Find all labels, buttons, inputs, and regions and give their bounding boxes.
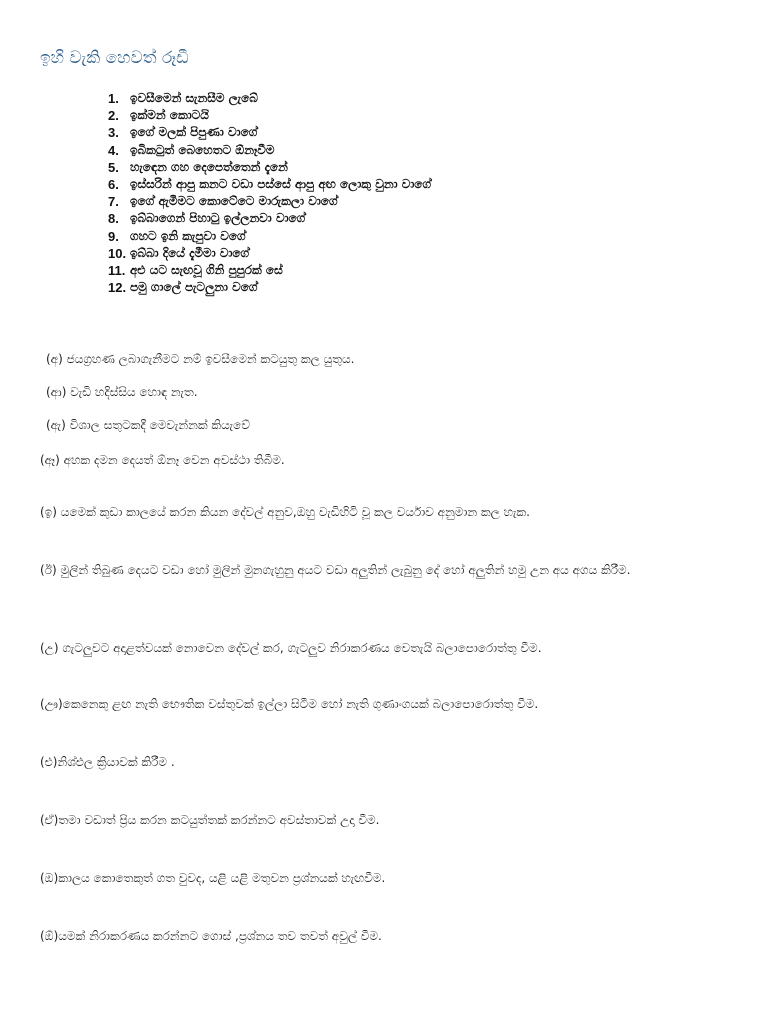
explanation-paragraph: (ඊ) මුලින් තිබුණ දෙයට වඩා හෝ මුලින් මුනගැහුනු අයට වඩා අලුතින් ලැබුනු දේ හෝ අලුතින් හමු උන අය අගය කිරීම. bbox=[40, 563, 631, 577]
item-text: ඉබ්බාගෙන් පිහාටු ඉල්ලනවා වාගේ bbox=[130, 211, 306, 226]
item-number: 9. bbox=[108, 228, 119, 244]
explanation-paragraph: (උ) ගැටලුවට අදාළත්වයක් නොවෙන දේවල් කර, ගැටලුව නිරාකරණය වෙතැයි බලාපොරොත්තු වීම. bbox=[40, 641, 542, 655]
explanation-paragraph: (ඈ) අහක දමන දෙයත් ඕනෑ වෙන අවස්ථා තිබීම. bbox=[40, 453, 285, 467]
explanation-paragraph: (එ)නිශ්ඵල ක්‍රියාවක් කිරීම . bbox=[40, 755, 175, 769]
item-text: ඉගේ මලක් පිපුණා වාගේ bbox=[130, 125, 258, 140]
item-number: 5. bbox=[108, 159, 119, 175]
item-text: ඉබිකටුත් බෙහෙතට ඕනෑවීම bbox=[130, 142, 275, 157]
item-text: අළු යට සැඟවූ ගිනි පුපුරක් සේ bbox=[130, 262, 283, 277]
explanation-paragraph: (ආ) වැඩි හදිස්සිය හොඳ නැත. bbox=[46, 385, 198, 399]
item-text: පමු ගාලේ පැටලුනා වගේ bbox=[130, 280, 258, 295]
item-number: 6. bbox=[108, 176, 119, 192]
item-number: 12. bbox=[108, 280, 127, 296]
item-text: ඉබ්බා දියේ දැමීමා වාගේ bbox=[130, 245, 250, 260]
explanation-paragraph: (අ) ජයග්‍රහණ ලබාගැනීමට නම් ඉවසීමෙන් කටයුතු කල යුතුය. bbox=[46, 352, 355, 366]
item-text: ගහට ඉනි කැපුවා වගේ bbox=[130, 228, 246, 243]
explanation-paragraph: (ඇ) විශාල සතුටකදී මෙවැන්නක් කියැවේ bbox=[46, 418, 250, 432]
explanation-paragraph: (ඕ)යමක් නිරාකරණය කරන්නට ගොස් ,ප්‍රශ්නය තව තවත් අවුල් වීම. bbox=[40, 929, 382, 943]
item-number: 1. bbox=[108, 91, 119, 106]
explanation-paragraph: (ඌ)කෙනෙකු ළඟ නැති භෞතික වස්තුවක් ඉල්ලා සිටීම හෝ නැති ගුණාංගයක් බලාපොරොත්තු වීම. bbox=[40, 697, 539, 711]
explanation-paragraph: (ඉ) යමෙක් කුඩා කාලයේ කරන කියන දේවල් අනුව,ඔහු වැඩිහිටි වූ කල වර්යාව අනුමාන කල හැක. bbox=[40, 505, 530, 519]
item-text: ඉගේ ඇමීමට කොටේටෙ මාරුකලා වාගේ bbox=[130, 194, 338, 209]
item-number: 7. bbox=[108, 194, 119, 210]
item-text: ඉක්මන් කොටයි bbox=[130, 108, 209, 123]
item-text: ඉස්සරින් ආපු කනට වඩා පස්සේ ආපු අඟ ලොකු වුනා වාගේ bbox=[130, 176, 432, 191]
item-number: 10. bbox=[108, 245, 127, 261]
explanation-paragraph: (ඔ)කාලය කොතෙකුත් ගත වුවද, යළි යළි මතුවන ප්‍රශ්නයක් හැඟවීම. bbox=[40, 871, 386, 885]
item-number: 3. bbox=[108, 125, 119, 141]
page-title: ඉහි වැකි හෙවත් රූඩී bbox=[40, 48, 189, 68]
item-text: ඉවසීමෙන් සැනසීම ලැබේ bbox=[130, 91, 258, 105]
item-number: 8. bbox=[108, 211, 119, 227]
item-number: 2. bbox=[108, 108, 119, 124]
item-number: 11. bbox=[108, 262, 126, 278]
item-number: 4. bbox=[108, 142, 119, 158]
explanation-paragraph: (ඒ)තමා වඩාත් ප්‍රිය කරන කටයුත්තක් කරන්නට අවස්තාවක් උදා වීම. bbox=[40, 813, 380, 827]
item-text: හැඳෙන ගහ දෙපෙත්තෙන් දැනේ bbox=[130, 159, 288, 174]
